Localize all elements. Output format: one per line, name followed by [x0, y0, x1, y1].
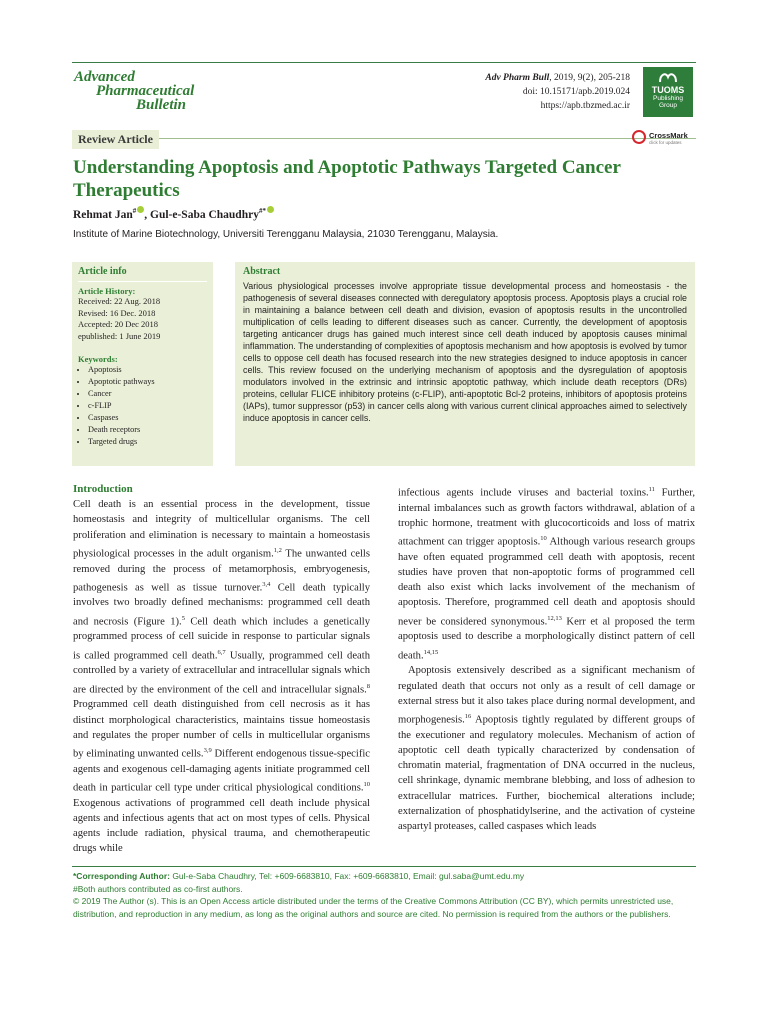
history-item: epublished: 1 June 2019 — [78, 330, 161, 341]
keyword-list — [78, 364, 207, 448]
citation: , 2019, 9(2), 205-218 — [549, 73, 630, 83]
abstract-text: Various physiological processes involve appropriate tissue developmental process and homeostasis - the pathogenesis of several diseases connected with deregulatory apoptosis process. Apoptosis plays a crucial role in maintaining a balance between cell death and division, evasion of apoptosis results in the uncontrolled multiplication of cells leading to different diseases such as cancer. Currently, the development of apoptosis targeting anticancer drugs has gained much interest since cell death induced by apoptosis causes minimal inflammation. The understanding of complexities of apoptosis mechanism and how apoptosis is evolved by tumor cells to oppose cell death has focused research into the new strategies designed to induce apoptosis in cancer cells. This review focused on the underlying mechanism of apoptosis and the dysregulation of apoptosis modulators involved in the extrinsic and intrinsic apoptotic pathway, which include death receptors (DRs) proteins, cellular FLICE inhibitory proteins (c-FLIP), anti-apoptotic Bcl-2 proteins, inhibitors of apoptosis proteins (IAPs), tumor suppressor (p53) in cancer cells along with various current clinical approaches aimed to selectively induce apoptosis in cancer cells. — [243, 281, 687, 423]
footer-notes — [73, 870, 698, 920]
citation-ref[interactable]: 12,13 — [547, 614, 562, 622]
body-paragraph: Cell death is an essential process in the development, tissue homeostasis and integrity of multicellular organisms. The cell proliferation and elimination is necessary to maintain a homeostasis physiological processes in the adult organism.$^{1,2}$ The unwanted cells removed during the process of metamorphosis, embryogenesis, pathogenesis as well as tissue turnover.$^{3,4}$ Cell death typically involves two broadly defined mechanisms: programmed cell death and necrosis (Figure 1).$^5$ Cell death which includes a genetically programmed process of cell suicide in response to particular signals is called programmed cell death.$^{6,7}$ Usually, programmed cell death controlled by a variety of extracellular and intracellular signals which are directed by the environment of the cell and intracellular signals.$^8$ Programmed cell death distinguished from cell necrosis as it has distinct morphological characteristics, maintains tissue homeostasis and regulates the proper number of cells in multicellular organisms by eliminating unwanted cells.$^{3,9}$ Different endogenous tissue-specific agents and exogenous cell-damaging agents initiate programmed cell death in particular cell type under critical physiological conditions.$^{10}$ Exogenous activations of programmed cell death include physical agents and infectious agents that act on most types of cells. Physical agents include radiation, physical trauma, and chemotherapeutic drugs while — [73, 499, 371, 855]
author-name[interactable]: Rehmat Jan — [73, 208, 133, 221]
publisher-badge-line-2: Publishing — [653, 95, 683, 102]
journal-info — [485, 71, 630, 113]
license-note: © 2019 The Author (s). This is an Open Access article distributed under the terms of the Creative Commons Attribution (CC BY), which permits unrestricted use, distribution, and reproduction in any medium, as long as the original authors and source are cited. No permission is required from the authors or the publishers. — [73, 896, 674, 919]
citation-ref[interactable]: 16 — [464, 712, 472, 720]
author-separator: , — [144, 208, 150, 221]
citation-ref[interactable]: 3,9 — [203, 746, 212, 754]
keyword-item: • Apoptosis — [88, 364, 207, 376]
journal-url[interactable]: https://apb.tbzmed.ac.ir — [540, 101, 630, 111]
body-paragraph: Apoptosis extensively described as a significant mechanism of regulated death that occurs not only as a result of cell damage or external stress but it also takes place during normal development, and morphogenesis.$^{16}$ Apoptosis tightly regulated by different groups of the executioner and regulatory molecules. Mechanism of action of apoptotic cell death typically characterized by condensation of chromatin material, fragmentation of DNA occurred in the nucleus, cell shrinkage, dynamic membrane blebbing, and loss of adhesion to extracellular matrices. Further, biochemical alterations include; externalization of phosphatidylserine, and the activation of cysteine aspartyl proteases, called caspases which leads — [398, 665, 695, 832]
citation-ref[interactable]: 5 — [181, 614, 185, 622]
corresponding-author — [73, 870, 698, 883]
section-heading: Introduction — [73, 483, 133, 495]
author-marks: # — [132, 207, 137, 215]
abstract-heading: Abstract — [243, 266, 281, 277]
history-heading: Article History: — [78, 286, 136, 296]
citation-ref[interactable]: 8 — [366, 682, 370, 690]
keyword-item: • Death receptors — [88, 424, 207, 436]
author-list — [73, 206, 274, 221]
corresponding-author-label: *Corresponding Author: — [73, 871, 170, 881]
crossmark-icon — [632, 130, 646, 144]
citation-ref[interactable]: 11 — [648, 486, 655, 493]
keyword-item: • Caspases — [88, 412, 207, 424]
keywords-heading: Keywords: — [78, 354, 118, 364]
co-first-note: #Both authors contributed as co-first authors. — [73, 883, 243, 894]
logo-line-1: Advanced — [74, 69, 135, 85]
article-info-box — [72, 262, 213, 466]
author-name[interactable]: Gul-e-Saba Chaudhry — [150, 208, 259, 221]
header-rule — [72, 62, 696, 63]
affiliation: Institute of Marine Biotechnology, Universiti Terengganu Malaysia, 21030 Terengganu, Malaysia. — [73, 229, 499, 240]
crossmark-label: CrossMark — [649, 131, 688, 140]
history-item: Received: 22 Aug. 2018 — [78, 296, 161, 306]
crossmark-sub: click for updates — [649, 140, 682, 145]
journal-title: Adv Pharm Bull — [485, 73, 550, 83]
logo-line-3: Bulletin — [136, 97, 187, 113]
doi-link[interactable]: doi: 10.15171/apb.2019.024 — [522, 87, 630, 97]
abstract-box — [235, 262, 695, 466]
footer-rule — [72, 866, 696, 867]
citation-ref[interactable]: 1,2 — [273, 546, 282, 554]
article-type-rule — [72, 138, 696, 139]
keyword-item: • c-FLIP — [88, 400, 207, 412]
history-item: Accepted: 20 Dec 2018 — [78, 319, 159, 329]
publisher-emblem-icon — [658, 70, 678, 84]
orcid-icon[interactable] — [267, 206, 274, 213]
keyword-item: • Apoptotic pathways — [88, 376, 207, 388]
body-column-left — [73, 482, 370, 856]
citation-ref[interactable]: 10 — [363, 780, 370, 788]
history-item: Revised: 16 Dec. 2018 — [78, 307, 156, 318]
article-info-heading: Article info — [78, 266, 207, 282]
keyword-item: • Targeted drugs — [88, 436, 207, 448]
publisher-badge-line-3: Group — [658, 102, 678, 109]
citation-ref[interactable]: 3,4 — [262, 580, 271, 588]
keyword-item: • Cancer — [88, 388, 207, 400]
citation-ref[interactable]: 10 — [540, 535, 547, 543]
article-title: Understanding Apoptosis and Apoptotic Pathways Targeted Cancer Therapeutics — [73, 157, 621, 201]
journal-logo[interactable] — [74, 70, 194, 112]
publisher-badge-line-1: TUOMS — [651, 85, 685, 95]
body-column-right — [398, 482, 695, 834]
body-paragraph: infectious agents include viruses and bacterial toxins.$^{11}$ Further, internal imbalances such as growth factors withdrawal, ablation of a trophic hormone, treatment with glucocorticoids and loss of matrix attachment can trigger apoptosis.$^{10}$ Although various research groups have often equated programmed cell death with apoptosis, recent studies have proven that non-apoptotic forms of programmed cell death also exist which lacks involvement of the mechanism of apoptosis. Therefore, programmed cell death and apoptosis should never be considered synonymous.$^{12,13}$ Kerr et al proposed the term apoptosis used to describe a morphologically distinct pattern of cell death.$^{14,15}$ — [398, 486, 696, 662]
author-marks: #* — [258, 207, 266, 215]
corresponding-author-details: Gul-e-Saba Chaudhry, Tel: +609-6683810, Fax: +609-6683810, Email: gul.saba@umt.edu.my — [169, 871, 525, 881]
citation-ref[interactable]: 14,15 — [423, 648, 439, 656]
citation-ref[interactable]: 6,7 — [217, 648, 226, 656]
publisher-badge[interactable] — [643, 67, 693, 117]
article-type-label: Review Article — [72, 130, 159, 149]
logo-line-2: Pharmaceutical — [96, 83, 195, 99]
